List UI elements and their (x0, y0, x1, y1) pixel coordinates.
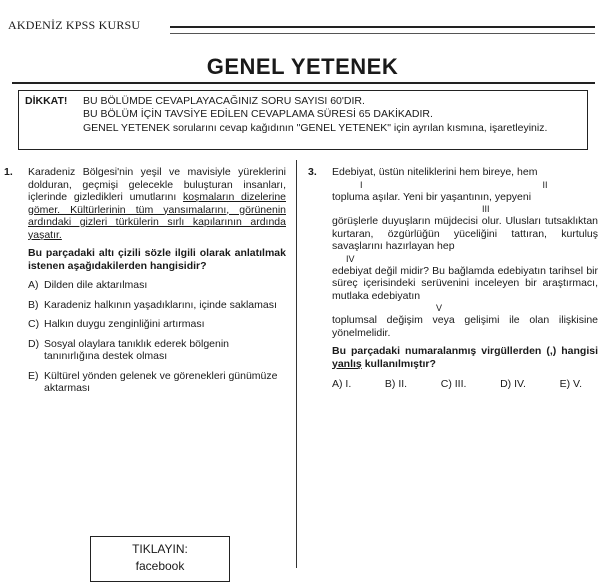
passage-line: edebiyat değil midir? Bu bağlamda edebiyatın tarihsel bir süreç içerisindeki serüvenini inceleyen bir araştırmacı, mutlaka edebiyatın (332, 264, 598, 302)
option-a[interactable]: A) I. (332, 378, 352, 390)
section-title: GENEL YETENEK (206, 54, 399, 79)
option-text: Sosyal olaylara tanıklık ederek bölgenin tanınırlığına destek olması (44, 337, 230, 362)
option-e[interactable]: E) V. (559, 378, 582, 390)
numeral-label: V (436, 303, 443, 313)
notice-line-3: GENEL YETENEK sorularını cevap kağıdının "GENEL YETENEK" için ayrılan kısmına, işaretleyiniz. (83, 122, 548, 134)
header-rule (170, 26, 595, 34)
course-name: AKDENİZ KPSS KURSU (8, 18, 141, 32)
numeral-row (332, 302, 598, 314)
passage-line: görüşlerle duyuşların müjdecisi olur. Ulusları tutsaklıktan kurtaran, özgürlüğün yüceliğini tattıran, kurtuluş savaşlarını hazırlayan hep (332, 215, 598, 252)
notice-box (18, 90, 588, 150)
question-number: 1. (4, 166, 13, 178)
option-c[interactable]: C) III. (440, 378, 467, 390)
column-divider (296, 160, 297, 568)
stem-text: Bu parçadaki numaralanmış virgüllerden (,) hangisi (332, 345, 598, 357)
option-text: Dilden dile aktarılması (44, 279, 148, 291)
notice-line-1: BU BÖLÜMDE CEVAPLAYACAĞINIZ SORU SAYISI 60'DIR. (83, 95, 365, 107)
question-1 (4, 166, 286, 395)
option-key: D) (28, 337, 40, 350)
numeral-row (332, 253, 598, 265)
option-a[interactable] (28, 279, 286, 292)
question-3 (308, 166, 598, 391)
box-line-1: TIKLAYIN: (132, 542, 188, 556)
option-text: Halkın duygu zenginliğini artırması (44, 318, 205, 330)
question-stem (332, 345, 598, 370)
option-key: A) (28, 279, 39, 291)
numeral-label: IV (346, 253, 355, 264)
passage-line: topluma aşılar. Yeni bir yaşantının, yepyeni (332, 190, 532, 203)
passage-text: Karadeniz Bölgesi'nin yeşil ve mavisiyle yüreklerini dolduran, geçmişi gelecekle buluşturan insanları, içlerinde gizledikleri umutlarını (28, 166, 286, 203)
option-key: E) (28, 369, 39, 382)
option-b[interactable] (28, 299, 286, 312)
numeral-label: III (482, 204, 490, 214)
underlined-phrase: koşmaların dizelerine gömer. Kültürlerinin tüm yansımalarını, görünenin ardındaki gizleri türkülerin sırlı kapılarının ardında yaşatır. (28, 191, 287, 241)
option-d[interactable]: D) IV. (500, 378, 526, 390)
numeral-label: I (360, 179, 363, 190)
options-row (332, 378, 582, 391)
passage-line: toplumsal değişim veya gelişimi ile olan ilişkisine yönelmelidir. (332, 314, 598, 339)
option-text: Kültürel yönden gelenek ve görenekleri günümüze aktarması (44, 369, 278, 394)
option-key: C) (28, 318, 40, 330)
passage-line: Edebiyat, üstün niteliklerini hem bireye, hem (332, 166, 538, 178)
numeral-label: II (542, 179, 548, 190)
option-b[interactable]: B) II. (384, 378, 408, 390)
notice-label: DİKKAT! (25, 95, 68, 107)
title-rule (12, 82, 595, 84)
facebook-link-box[interactable] (90, 536, 230, 582)
option-text: Karadeniz halkının yaşadıklarını, içinde saklaması (44, 298, 277, 311)
notice-line-2: BU BÖLÜM İÇİN TAVSİYE EDİLEN CEVAPLAMA SÜRESİ 65 DAKİKADIR. (83, 108, 433, 120)
numeral-row (332, 179, 598, 191)
option-d[interactable] (28, 338, 286, 363)
stem-text: kullanılmıştır? (361, 357, 436, 370)
question-number: 3. (308, 166, 317, 178)
option-key: B) (28, 298, 39, 311)
box-line-2: facebook (135, 559, 185, 573)
option-c[interactable] (28, 318, 286, 331)
question-stem: Bu parçadaki altı çizili sözle ilgili olarak anlatılmak istenen aşağıdakilerden hangisidir? (28, 247, 286, 272)
option-e[interactable] (28, 370, 286, 395)
numeral-row (332, 203, 598, 215)
question-passage (28, 166, 286, 241)
stem-underlined: yanlış (332, 357, 362, 370)
